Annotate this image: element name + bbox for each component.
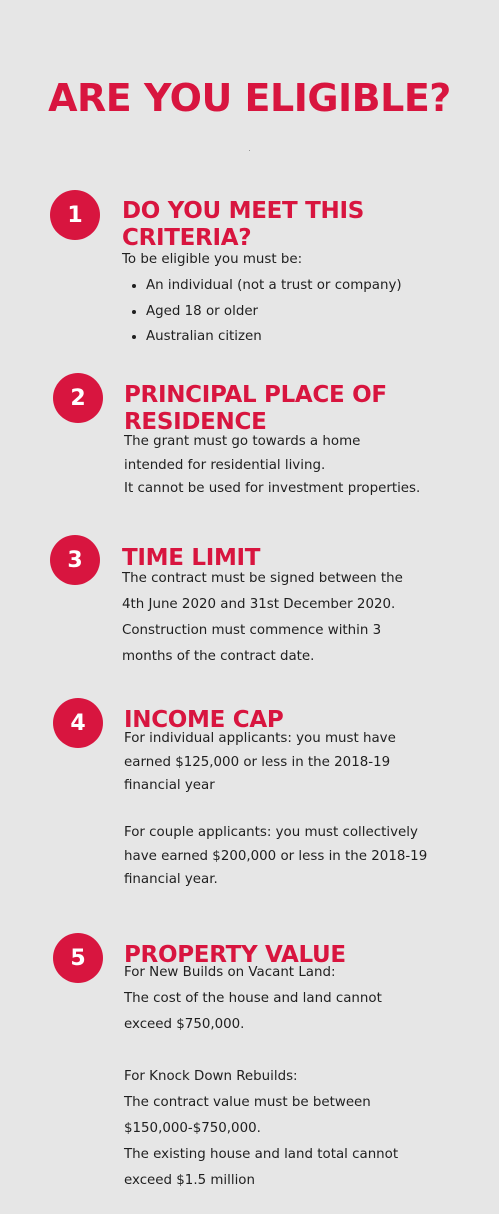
step-heading-line: CRITERIA? <box>122 225 252 251</box>
criteria-list <box>122 273 402 350</box>
step-number-badge: 1 <box>50 190 100 240</box>
body-line: financial year. <box>124 872 218 887</box>
body-line: exceed $1.5 million <box>124 1173 255 1188</box>
body-line: For couple applicants: you must collectively <box>124 825 418 840</box>
list-item: • Aged 18 or older <box>146 299 402 325</box>
body-line: The cost of the house and land cannot <box>124 991 382 1006</box>
body-line: For Knock Down Rebuilds: <box>124 1069 298 1084</box>
paragraph-gap <box>124 1038 398 1064</box>
step-body <box>122 566 403 670</box>
body-line: Construction must commence within 3 <box>122 623 382 638</box>
page-title: ARE YOU ELIGIBLE? <box>48 76 451 120</box>
step-heading <box>122 198 364 252</box>
step-number-badge: 5 <box>53 933 103 983</box>
step-body <box>124 960 398 1194</box>
body-line: The grant must go towards a home <box>124 434 361 449</box>
body-line: The contract must be signed between the <box>122 571 403 586</box>
step-heading-line: INCOME CAP <box>124 707 284 733</box>
step-heading-line: PROPERTY VALUE <box>124 942 346 968</box>
body-line: months of the contract date. <box>122 649 315 664</box>
body-line: financial year <box>124 778 215 793</box>
step-body <box>124 430 420 501</box>
step-number-badge: 4 <box>53 698 103 748</box>
step-number-badge: 2 <box>53 373 103 423</box>
step-heading-line: PRINCIPAL PLACE OF <box>124 382 387 408</box>
body-line: intended for residential living. <box>124 457 326 473</box>
step-intro: To be eligible you must be: <box>122 252 303 267</box>
list-item: • Australian citizen <box>146 324 402 350</box>
step-body <box>122 247 402 350</box>
step-body <box>124 727 427 892</box>
body-line: For individual applicants: you must have <box>124 731 396 746</box>
step-heading-line: TIME LIMIT <box>122 545 261 571</box>
step-heading-line: DO YOU MEET THIS <box>122 198 364 224</box>
list-item: • An individual (not a trust or company) <box>146 273 402 299</box>
body-line: $150,000-$750,000. <box>124 1121 261 1136</box>
step-heading-line: RESIDENCE <box>124 409 267 435</box>
body-line: For New Builds on Vacant Land: <box>124 965 336 980</box>
body-line: earned $125,000 or less in the 2018-19 <box>124 754 391 770</box>
step-number-badge: 3 <box>50 535 100 585</box>
body-line: have earned $200,000 or less in the 2018-19 <box>124 848 428 864</box>
paragraph-gap <box>124 798 427 822</box>
body-line: 4th June 2020 and 31st December 2020. <box>122 597 396 612</box>
body-line: exceed $750,000. <box>124 1017 245 1032</box>
body-line: It cannot be used for investment properties. <box>124 481 421 496</box>
body-line: The existing house and land total cannot <box>124 1147 399 1162</box>
step-heading <box>124 382 387 436</box>
body-line: The contract value must be between <box>124 1095 371 1110</box>
divider-dot <box>249 150 250 151</box>
